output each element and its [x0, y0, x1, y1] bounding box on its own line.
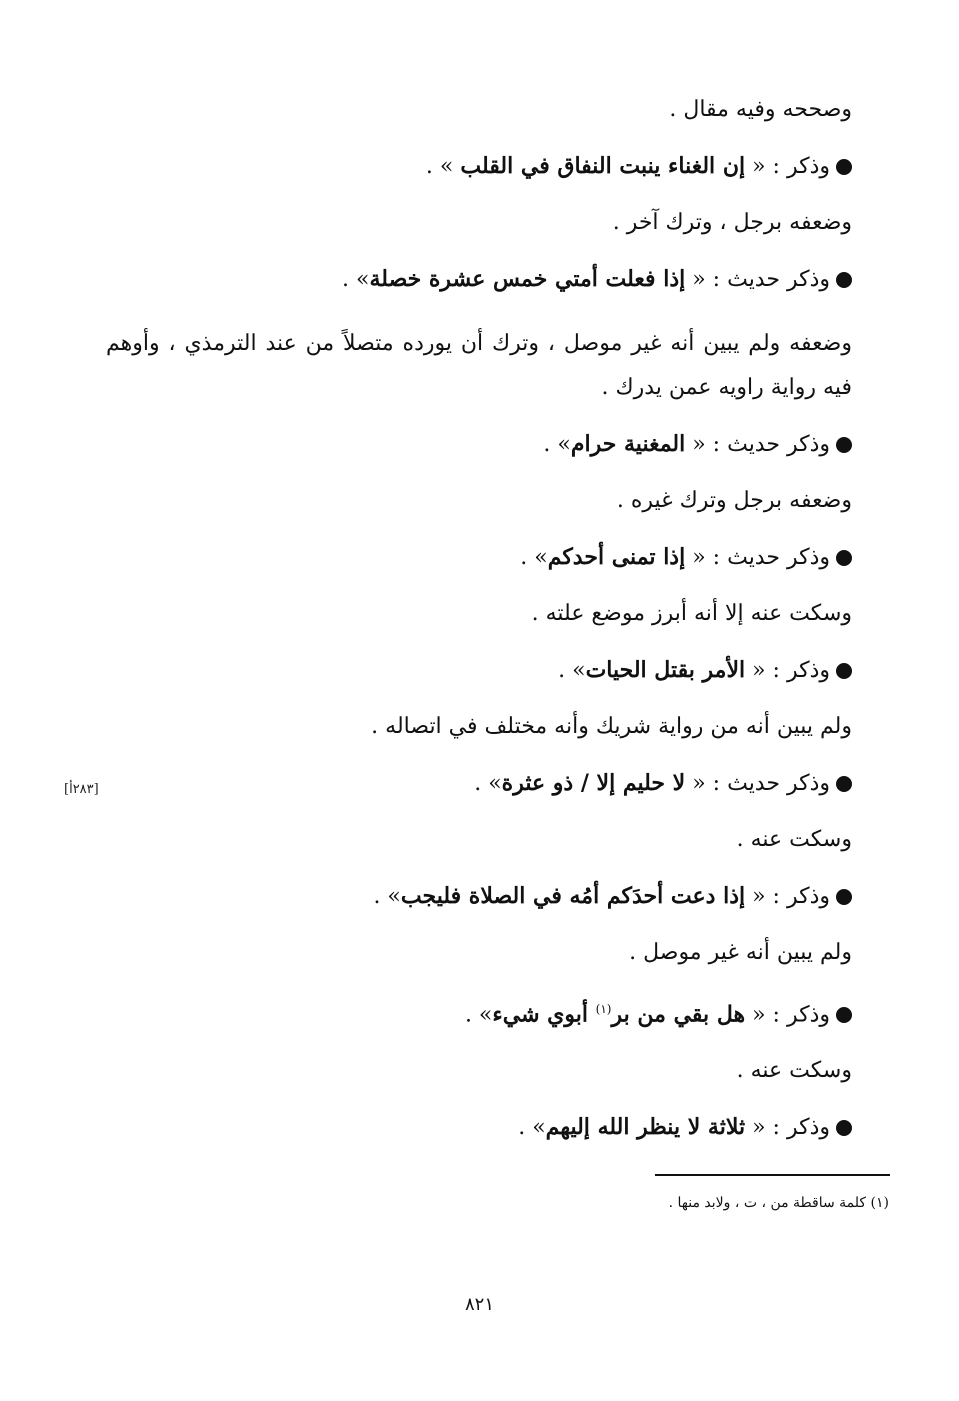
text-line: وسكت عنه .: [736, 1058, 852, 1084]
hadith-entry: وذكر حديث : « إذا فعلت أمتي خمس عشرة خصلة» .: [150, 265, 852, 294]
text-line: وصححه وفيه مقال .: [669, 97, 852, 122]
page-body: [106, 96, 852, 1170]
footnote: (١) كلمة ساقطة من ، ت ، ولابد منها .: [668, 1195, 889, 1211]
text-line: وضعفه برجل ، وترك آخر .: [612, 210, 852, 235]
text-line: وسكت عنه إلا أنه أبرز موضع علته .: [531, 601, 852, 626]
text-line: وسكت عنه .: [736, 827, 852, 852]
hadith-entry: وذكر : « إذا دعت أحدَكم أمُه في الصلاة فليجب» .: [150, 882, 852, 911]
bullet-icon: [836, 159, 852, 175]
hadith-quote: لا حليم إلا / ذو عثرة: [501, 770, 686, 796]
bullet-icon: [836, 437, 852, 453]
hadith-quote: الأمر بقتل الحيات: [585, 657, 746, 683]
hadith-quote-continued: أبوي شيء: [492, 1001, 596, 1028]
manuscript-folio-note: [٢٨٣أ]: [64, 782, 99, 797]
footnote-marker: (١): [595, 1002, 612, 1016]
text-line: وضعفه برجل وترك غيره .: [616, 488, 852, 513]
hadith-quote: إن الغناء ينبت النفاق في القلب: [460, 153, 746, 179]
text-paragraph: وضعفه ولم يبين أنه غير موصل ، وترك أن يورده متصلاً من عند الترمذي ، وأوهم فيه رواية راويه عمن يدرك .: [106, 331, 852, 400]
bullet-icon: [836, 272, 852, 288]
hadith-entry: وذكر حديث : « إذا تمنى أحدكم» .: [150, 543, 852, 572]
hadith-entry: وذكر حديث : « المغنية حرام» .: [150, 430, 852, 459]
hadith-entry: وذكر حديث : « لا حليم إلا / ذو عثرة» .: [150, 769, 852, 798]
page-number: ٨٢١: [464, 1294, 494, 1315]
hadith-quote: ثلاثة لا ينظر الله إليهم: [545, 1114, 746, 1141]
bullet-icon: [836, 776, 852, 792]
hadith-quote: هل بقي من بر: [611, 1001, 746, 1028]
hadith-entry: وذكر : « الأمر بقتل الحيات» .: [150, 656, 852, 685]
text-line: ولم يبين أنه غير موصل .: [629, 940, 852, 965]
hadith-quote: المغنية حرام: [570, 431, 686, 457]
hadith-quote: إذا فعلت أمتي خمس عشرة خصلة: [369, 266, 686, 292]
bullet-icon: [836, 889, 852, 905]
hadith-entry: وذكر : « ثلاثة لا ينظر الله إليهم» .: [150, 1113, 852, 1142]
hadith-entry: وذكر : « هل بقي من بر$^{(١)}$ أبوي شيء» .: [150, 995, 852, 1029]
text-line: ولم يبين أنه من رواية شريك وأنه مختلف في اتصاله .: [371, 714, 852, 739]
bullet-icon: [836, 1007, 852, 1023]
bullet-icon: [836, 663, 852, 679]
hadith-entry: وذكر : « إن الغناء ينبت النفاق في القلب » .: [150, 152, 852, 181]
hadith-quote: إذا تمنى أحدكم: [547, 544, 686, 570]
hadith-quote: إذا دعت أحدَكم أمُه في الصلاة فليجب: [400, 883, 746, 909]
footnote-divider: [655, 1174, 890, 1176]
bullet-icon: [836, 1120, 852, 1136]
bullet-icon: [836, 550, 852, 566]
